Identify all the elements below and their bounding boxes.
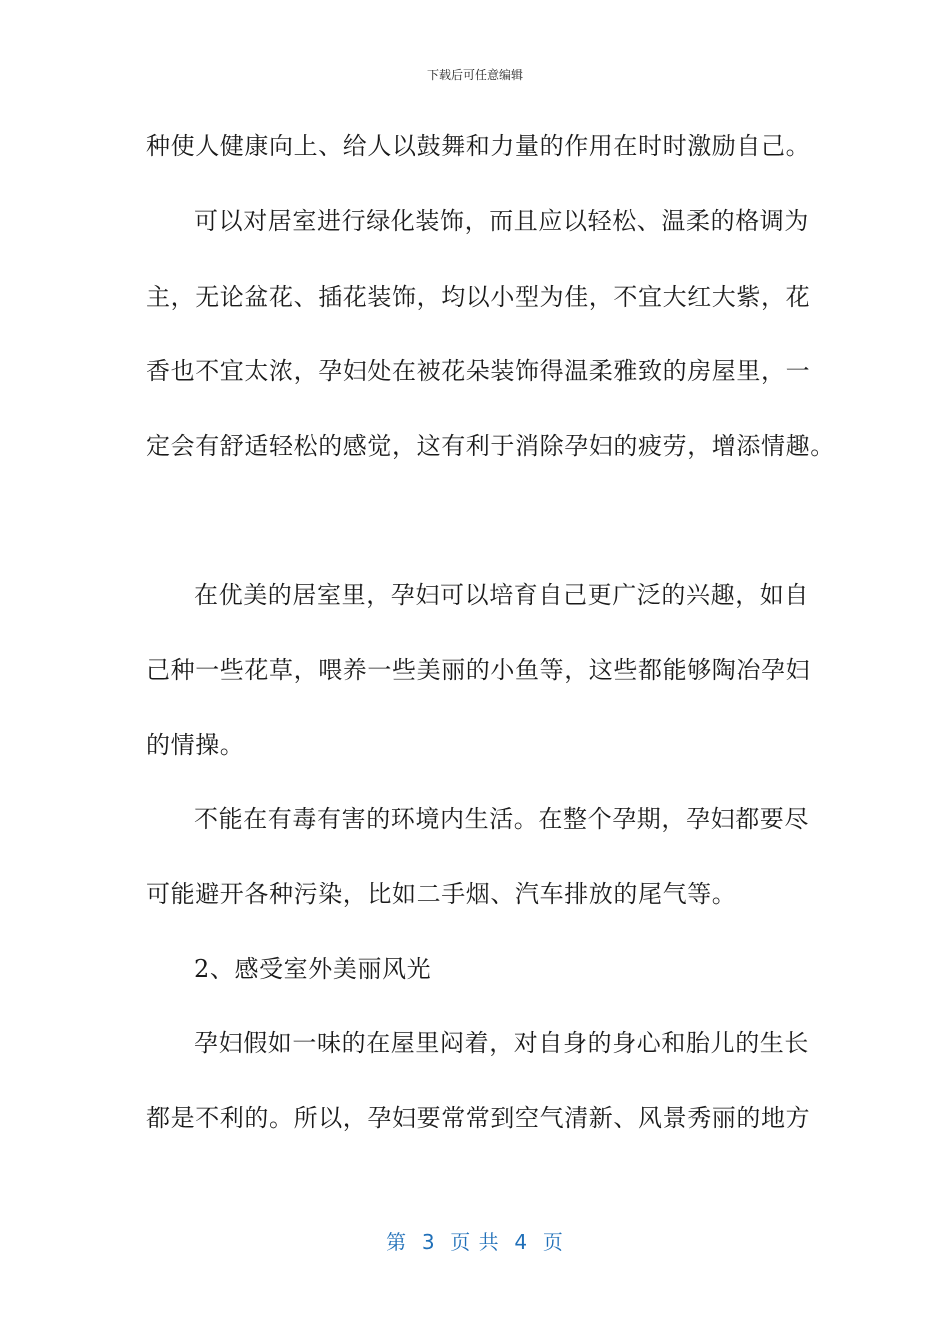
paragraph-line: 在优美的居室里，孕妇可以培育自己更广泛的兴趣，如自 bbox=[194, 581, 809, 609]
paragraph-line: 都是不利的。所以，孕妇要常常到空气清新、风景秀丽的地方 bbox=[146, 1104, 811, 1132]
paragraph-line: 香也不宜太浓，孕妇处在被花朵装饰得温柔雅致的房屋里，一 bbox=[146, 357, 811, 385]
paragraph-line: 种使人健康向上、给人以鼓舞和力量的作用在时时激励自己。 bbox=[146, 132, 811, 160]
paragraph-line: 孕妇假如一味的在屋里闷着，对自身的身心和胎儿的生长 bbox=[194, 1029, 809, 1057]
header-note: 下载后可任意编辑 bbox=[426, 68, 523, 82]
paragraph-line: 可以对居室进行绿化装饰，而且应以轻松、温柔的格调为 bbox=[194, 207, 809, 235]
paragraph-line: 可能避开各种污染，比如二手烟、汽车排放的尾气等。 bbox=[146, 880, 737, 908]
page-number-footer bbox=[0, 1226, 950, 1255]
section-heading: 2、感受室外美丽风光 bbox=[194, 955, 432, 983]
page-number-label: 第 3 页 共 4 页 bbox=[386, 1230, 564, 1254]
paragraph-line: 不能在有毒有害的环境内生活。在整个孕期，孕妇都要尽 bbox=[194, 805, 809, 833]
paragraph-line: 己种一些花草，喂养一些美丽的小鱼等，这些都能够陶冶孕妇 bbox=[146, 656, 811, 684]
paragraph-line: 的情操。 bbox=[146, 731, 245, 759]
paragraph-line: 主，无论盆花、插花装饰，均以小型为佳，不宜大红大紫，花 bbox=[146, 283, 811, 311]
paragraph-line: 定会有舒适轻松的感觉，这有利于消除孕妇的疲劳，增添情趣。 bbox=[146, 432, 835, 460]
